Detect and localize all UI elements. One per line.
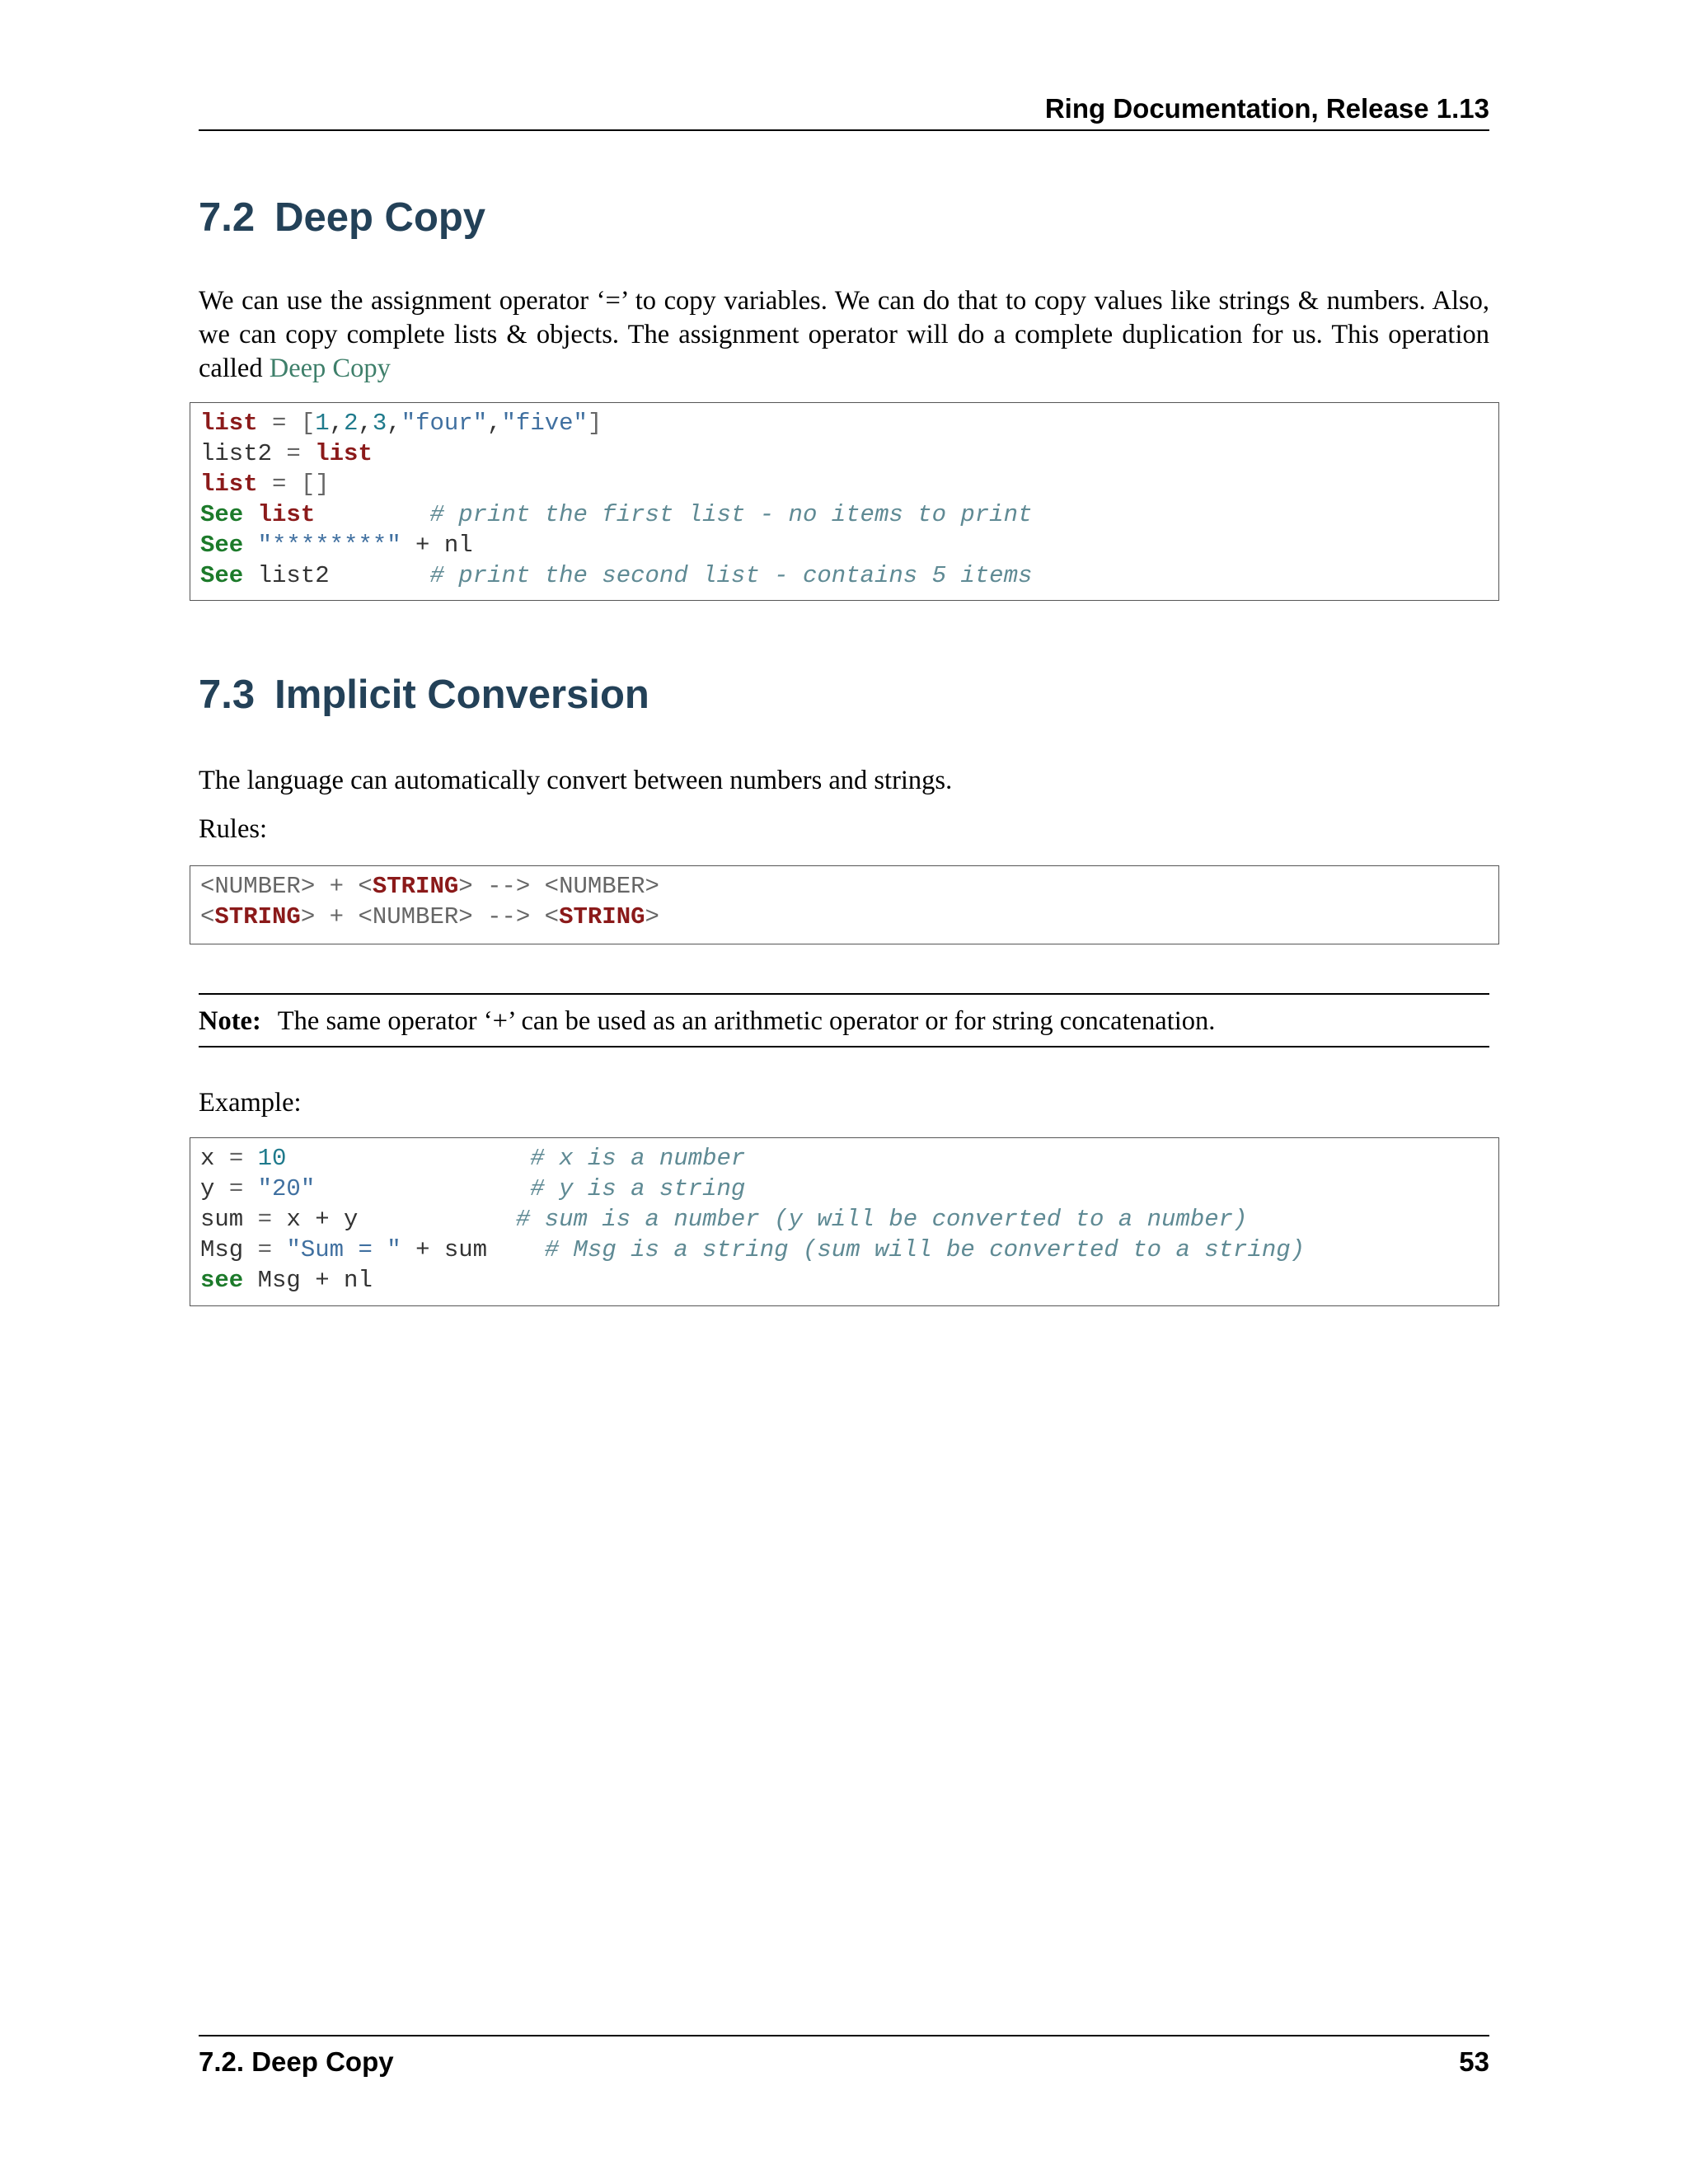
code-token: 1 bbox=[315, 410, 330, 437]
header-rule bbox=[199, 129, 1489, 131]
section-heading-implicit-conversion bbox=[199, 668, 649, 721]
code-comment: # sum is a number (y will be converted to a number) bbox=[515, 1206, 1248, 1233]
code-token: list bbox=[200, 410, 258, 437]
code-line bbox=[200, 1235, 1489, 1265]
section-heading-deep-copy bbox=[199, 191, 485, 244]
code-token: = bbox=[257, 1236, 287, 1263]
code-line bbox=[200, 871, 1489, 902]
deep-copy-code-block bbox=[190, 402, 1499, 601]
code-token: list2 bbox=[243, 562, 330, 589]
code-line bbox=[200, 1174, 1489, 1204]
code-token: , bbox=[358, 410, 373, 437]
code-line bbox=[200, 902, 1489, 932]
paragraph-text: We can use the assignment operator ‘=’ to copy variables. We can do that to copy values like strings & numbers. Also, we can copy complete lists & objects. The assignment operator will do a complete duplication for us. This operation called bbox=[199, 286, 1489, 383]
code-token bbox=[330, 562, 430, 589]
note-label: Note: bbox=[199, 1006, 261, 1036]
code-token: x + y bbox=[286, 1206, 359, 1233]
code-token: = [ bbox=[257, 410, 316, 437]
code-comment: # print the second list - contains 5 items bbox=[429, 562, 1033, 589]
section-number: 7.2 bbox=[199, 195, 256, 240]
code-comment: # x is a number bbox=[530, 1145, 746, 1172]
code-token: 2 bbox=[344, 410, 359, 437]
code-line bbox=[200, 560, 1489, 591]
code-token: > bbox=[645, 903, 659, 930]
code-token: + nl bbox=[401, 532, 473, 559]
code-token: sum bbox=[200, 1206, 258, 1233]
code-token: STRING bbox=[372, 873, 459, 900]
deep-copy-paragraph bbox=[199, 284, 1489, 386]
code-token: STRING bbox=[559, 903, 645, 930]
code-token: "20" bbox=[257, 1175, 316, 1202]
code-token: STRING bbox=[214, 903, 301, 930]
code-token bbox=[358, 1206, 515, 1233]
code-line bbox=[200, 1265, 1489, 1296]
code-line bbox=[200, 438, 1489, 469]
footer-section: 7.2. Deep Copy bbox=[199, 2046, 394, 2077]
section-title: Implicit Conversion bbox=[274, 673, 649, 717]
code-token: = bbox=[228, 1145, 258, 1172]
code-token bbox=[315, 1175, 530, 1202]
example-label: Example: bbox=[199, 1088, 302, 1118]
code-token: = bbox=[286, 440, 316, 467]
code-token: > --> <NUMBER> bbox=[458, 873, 659, 900]
note-text: The same operator ‘+’ can be used as an arithmetic operator or for string concatenation. bbox=[277, 1006, 1216, 1036]
code-token bbox=[487, 1236, 545, 1263]
code-token: y bbox=[200, 1175, 229, 1202]
code-line bbox=[200, 499, 1489, 530]
implicit-conversion-paragraph: The language can automatically convert between numbers and strings. bbox=[199, 766, 953, 795]
running-header: Ring Documentation, Release 1.13 bbox=[1044, 93, 1489, 124]
note-box bbox=[199, 993, 1489, 1047]
code-token: , bbox=[487, 410, 502, 437]
code-token: = bbox=[257, 1206, 287, 1233]
code-token: = bbox=[228, 1175, 258, 1202]
code-token: "four" bbox=[401, 410, 488, 437]
section-number: 7.3 bbox=[199, 673, 256, 717]
code-token: See bbox=[200, 501, 244, 528]
deep-copy-link[interactable]: Deep Copy bbox=[269, 354, 391, 383]
code-comment: # y is a string bbox=[530, 1175, 746, 1202]
footer-rule bbox=[199, 2035, 1489, 2036]
code-token: "********" bbox=[243, 532, 401, 559]
note-content bbox=[199, 1005, 1215, 1038]
code-token bbox=[315, 501, 429, 528]
code-token: "Sum = " bbox=[286, 1236, 401, 1263]
code-line bbox=[200, 1204, 1489, 1235]
code-token: = [] bbox=[257, 471, 330, 498]
code-line bbox=[200, 530, 1489, 560]
code-line bbox=[200, 469, 1489, 499]
code-token: Msg bbox=[200, 1236, 258, 1263]
code-token: <NUMBER> + < bbox=[200, 873, 373, 900]
rules-code-block bbox=[190, 865, 1499, 944]
code-token: "five" bbox=[501, 410, 588, 437]
code-token: , bbox=[329, 410, 345, 437]
example-code-block bbox=[190, 1137, 1499, 1306]
code-line bbox=[200, 408, 1489, 438]
code-token: list bbox=[315, 440, 373, 467]
code-token: > + <NUMBER> --> < bbox=[300, 903, 560, 930]
code-token: See bbox=[200, 532, 244, 559]
code-token: See bbox=[200, 562, 244, 589]
code-token: < bbox=[200, 903, 215, 930]
code-token: list2 bbox=[200, 440, 287, 467]
code-token: + sum bbox=[401, 1236, 488, 1263]
page-number: 53 bbox=[1459, 2046, 1489, 2077]
code-token: ] bbox=[587, 410, 603, 437]
code-token: 10 bbox=[257, 1145, 287, 1172]
code-token: 3 bbox=[372, 410, 387, 437]
code-comment: # Msg is a string (sum will be converted to a string) bbox=[544, 1236, 1306, 1263]
section-title: Deep Copy bbox=[274, 195, 486, 240]
code-token: list bbox=[200, 471, 258, 498]
code-token: Msg + nl bbox=[243, 1267, 373, 1294]
code-token: x bbox=[200, 1145, 229, 1172]
code-token: see bbox=[200, 1267, 244, 1294]
code-line bbox=[200, 1143, 1489, 1174]
code-token: , bbox=[387, 410, 401, 437]
code-comment: # print the first list - no items to print bbox=[429, 501, 1033, 528]
code-token: list bbox=[243, 501, 316, 528]
code-token bbox=[286, 1145, 530, 1172]
rules-label: Rules: bbox=[199, 814, 268, 844]
